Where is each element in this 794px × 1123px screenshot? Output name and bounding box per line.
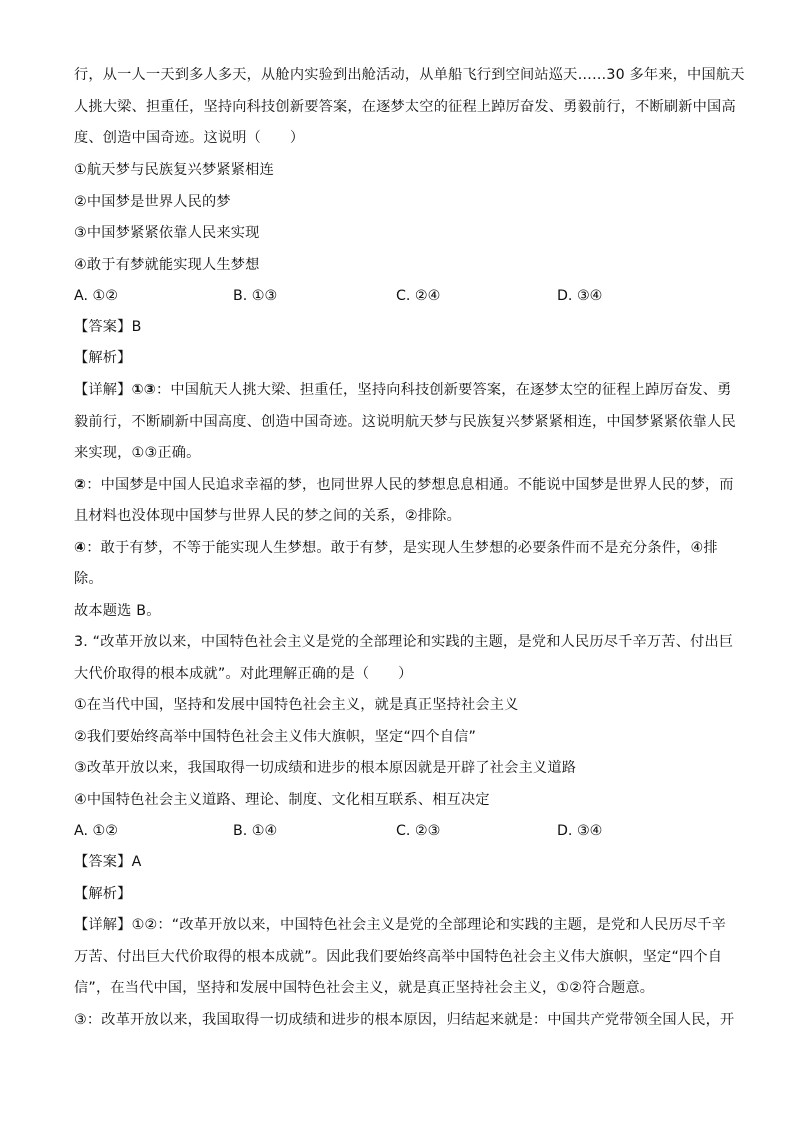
detail-tag: 【详解】 [74, 917, 132, 933]
answer-tag: 【答案】 [74, 854, 132, 870]
answer-value: A [131, 854, 142, 870]
key-marker: ② [74, 477, 87, 493]
q3-stem-line-2: 大代价取得的根本成就”。对此理解正确的是（ ） [74, 666, 413, 682]
q2-conclusion: 故本题选 B。 [74, 603, 161, 619]
q3-item-4: ④中国特色社会主义道路、理论、制度、文化相互联系、相互决定 [74, 792, 490, 808]
q2-explain-line-2: 毅前行，不断刷新中国高度、创造中国奇迹。这说明航天梦与民族复兴梦紧紧相连，中国梦紧紧依靠人民 [74, 414, 736, 430]
explain-text: ：中国梦是中国人民追求幸福的梦，也同世界人民的梦想息息相通。不能说中国梦是世界人民的梦，而 [86, 477, 734, 493]
q2-explain-line-3: 来实现，①③正确。 [74, 445, 201, 461]
q3-stem-line-1: 3. “改革开放以来，中国特色社会主义是党的全部理论和实践的主题，是党和人民历尽千辛万苦、付出巨 [74, 634, 734, 650]
q2-explain-line-1 [74, 380, 732, 400]
q2-stem-line-3: 度、创造中国奇迹。这说明（ ） [74, 130, 305, 146]
q2-explain-line-5: 且材料也没体现中国梦与世界人民的梦之间的关系，②排除。 [74, 508, 461, 524]
q3-explain-line-4: ③：改革开放以来，我国取得一切成绩和进步的根本原因，归结起来就是：中国共产党带领全国人民，开 [74, 1012, 735, 1028]
q3-option-a: A. ①② [74, 823, 118, 839]
q2-item-1: ①航天梦与民族复兴梦紧紧相连 [74, 162, 274, 178]
explain-text: ①②：“改革开放以来，中国特色社会主义是党的全部理论和实践的主题，是党和人民历尽千辛 [131, 917, 727, 933]
q2-analysis-tag: 【解析】 [74, 350, 132, 366]
explain-text: ：敢于有梦，不等于能实现人生梦想。敢于有梦，是实现人生梦想的必要条件而不是充分条件，④排 [86, 540, 718, 556]
q2-option-d: D. ③④ [557, 288, 603, 304]
q2-option-b: B. ①③ [233, 288, 278, 304]
q2-explain-line-6 [74, 538, 724, 558]
q2-explain-line-7: 除。 [74, 571, 103, 587]
q2-stem-line-1: 行，从一人一天到多人多天，从舱内实验到出舱活动，从单船飞行到空间站巡天……30 多年来，中国航天 [74, 67, 745, 83]
answer-value: B [131, 319, 142, 335]
q2-explain-line-4 [74, 475, 734, 495]
q3-option-d: D. ③④ [557, 823, 603, 839]
q2-stem-line-2: 人挑大梁、担重任，坚持向科技创新要答案，在逐梦太空的征程上踔厉奋发、勇毅前行，不断刷新中国高 [74, 99, 736, 115]
q2-answer [74, 317, 724, 337]
q3-explain-line-3: 信”，在当代中国，坚持和发展中国特色社会主义，就是真正坚持社会主义，①②符合题意。 [74, 980, 655, 996]
q2-item-4: ④敢于有梦就能实现人生梦想 [74, 257, 260, 273]
q3-analysis-tag: 【解析】 [74, 886, 132, 902]
answer-tag: 【答案】 [74, 319, 132, 335]
q3-option-c: C. ②③ [396, 823, 441, 839]
q3-answer [74, 852, 724, 872]
q3-explain-line-1 [74, 915, 727, 935]
q3-item-3: ③改革开放以来，我国取得一切成绩和进步的根本原因就是开辟了社会主义道路 [74, 760, 577, 776]
q3-item-2: ②我们要始终高举中国特色社会主义伟大旗帜，坚定“四个自信” [74, 729, 477, 745]
detail-tag: 【详解】 [74, 382, 132, 398]
q2-option-c: C. ②④ [396, 288, 441, 304]
q2-item-2: ②中国梦是世界人民的梦 [74, 194, 231, 210]
explain-text: ：中国航天人挑大梁、担重任，坚持向科技创新要答案，在逐梦太空的征程上踔厉奋发、勇 [156, 382, 732, 398]
q3-item-1: ①在当代中国，坚持和发展中国特色社会主义，就是真正坚持社会主义 [74, 697, 519, 713]
q3-option-b: B. ①④ [233, 823, 278, 839]
q2-item-3: ③中国梦紧紧依靠人民来实现 [74, 225, 260, 241]
key-marker: ①③ [131, 382, 156, 398]
q2-option-a: A. ①② [74, 288, 118, 304]
key-marker: ④ [74, 540, 87, 556]
q3-explain-line-2: 万苦、付出巨大代价取得的根本成就”。因此我们要始终高举中国特色社会主义伟大旗帜，坚定“四个自 [74, 949, 723, 965]
